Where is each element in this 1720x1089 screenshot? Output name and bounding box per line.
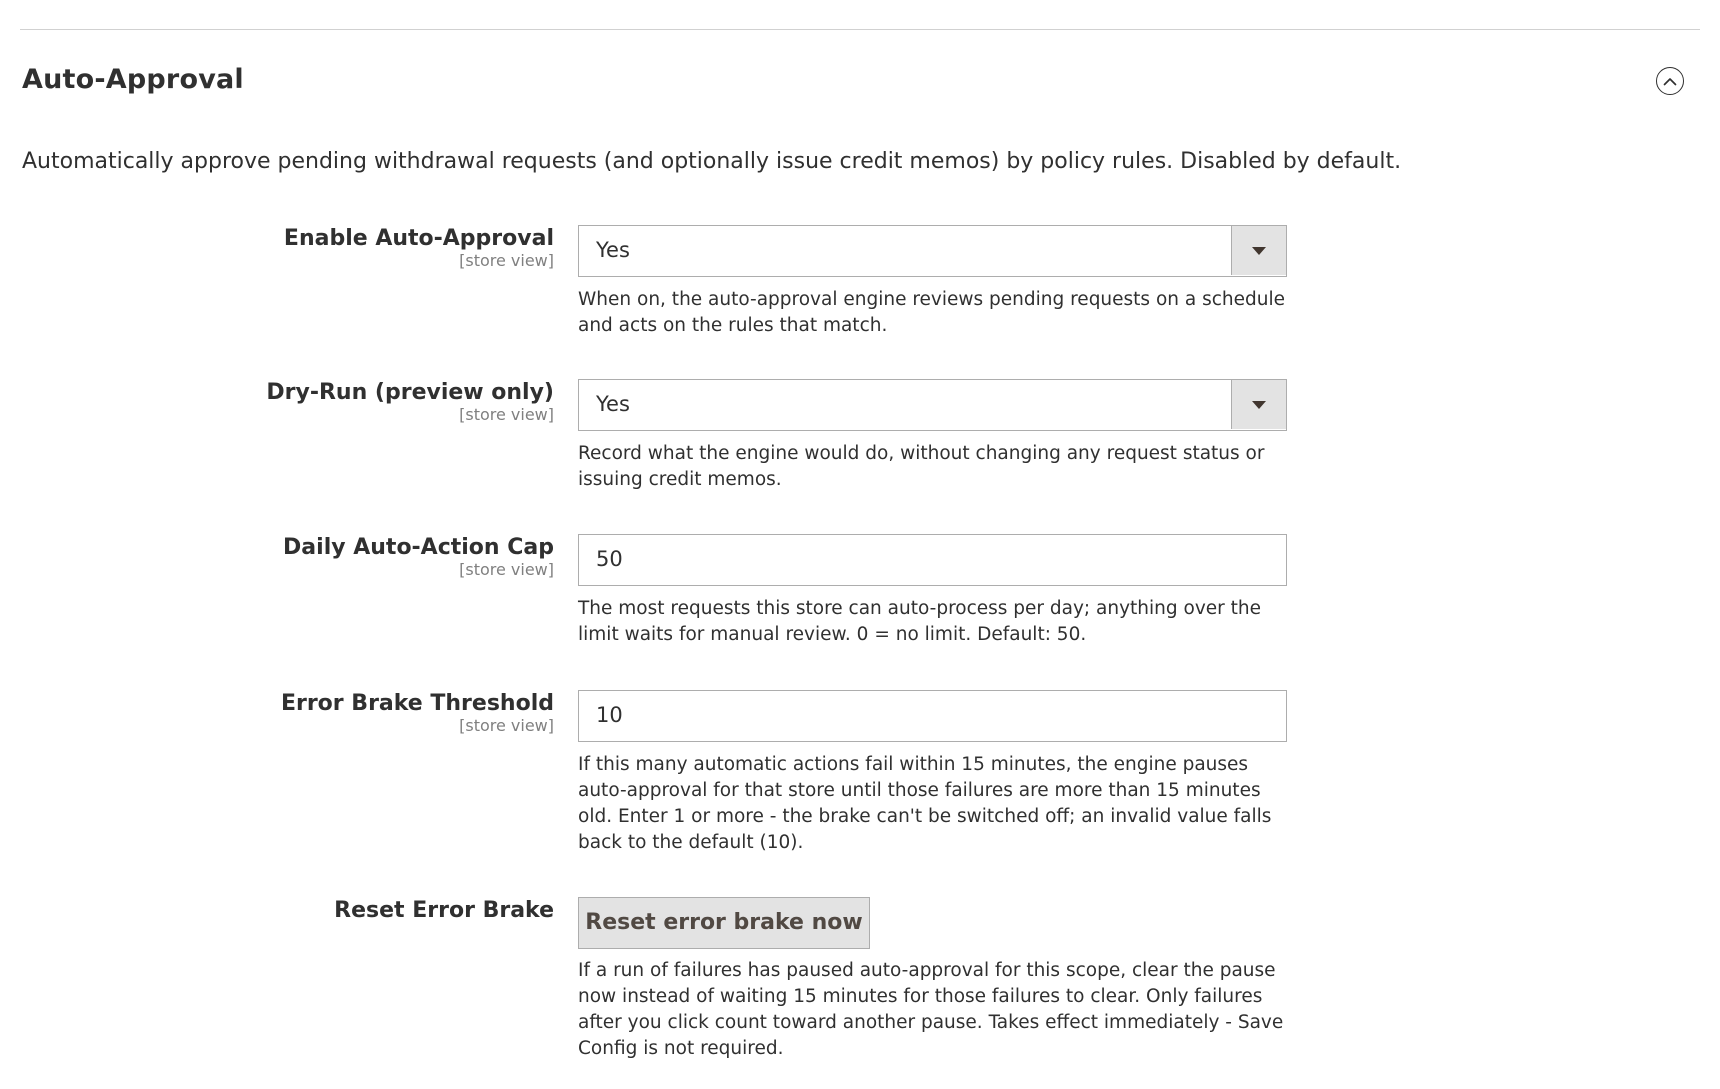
field-label-group xyxy=(281,689,554,735)
field-label: Error Brake Threshold xyxy=(280,691,554,716)
input-value: 10 xyxy=(596,703,623,727)
field-note: If a run of failures has paused auto-approval for this scope, clear the pause now instead of waiting 15 minutes for those failures to clear. Only failures after you click count toward another pause. Takes effect immediately - Save Config is not required. xyxy=(578,960,1284,1059)
dry-run-select[interactable] xyxy=(578,379,1287,431)
scope-label: [store view] xyxy=(459,405,554,424)
scope-label: [store view] xyxy=(459,560,554,579)
reset-error-brake-button[interactable]: Reset error brake now xyxy=(578,897,870,949)
enable-auto-approval-select[interactable] xyxy=(578,225,1287,277)
field-label: Daily Auto-Action Cap xyxy=(283,535,554,560)
field-label-group xyxy=(284,224,554,270)
field-note: When on, the auto-approval engine reviews pending requests on a schedule and acts on the rules that match. xyxy=(578,289,1286,336)
field-note: The most requests this store can auto-process per day; anything over the limit waits for manual review. 0 = no limit. Default: 50. xyxy=(578,598,1262,645)
chevron-down-icon xyxy=(1252,401,1266,409)
field-label-group xyxy=(283,533,554,579)
field-label: Reset Error Brake xyxy=(334,898,554,923)
scope-label: [store view] xyxy=(459,716,554,735)
field-note: If this many automatic actions fail within 15 minutes, the engine pauses auto-approval for that store until those failures are more than 15 minutes old. Enter 1 or more - the brake can't be switched off; an invalid value falls back to the default (10). xyxy=(578,754,1272,853)
select-dropdown-toggle[interactable] xyxy=(1231,380,1286,429)
select-value: Yes xyxy=(596,392,630,416)
collapse-toggle-button[interactable] xyxy=(1656,67,1684,95)
select-dropdown-toggle[interactable] xyxy=(1231,226,1286,275)
daily-cap-input[interactable] xyxy=(578,534,1287,586)
field-label: Enable Auto-Approval xyxy=(283,226,554,251)
error-brake-threshold-input[interactable] xyxy=(578,690,1287,742)
select-value: Yes xyxy=(596,238,630,262)
scope-label: [store view] xyxy=(459,251,554,270)
section-title[interactable]: Auto-Approval xyxy=(22,64,244,95)
input-value: 50 xyxy=(596,547,623,571)
field-note: Record what the engine would do, without changing any request status or issuing credit memos. xyxy=(578,443,1265,490)
field-label-group xyxy=(334,896,554,926)
chevron-up-icon xyxy=(1663,77,1677,86)
section-divider xyxy=(20,29,1700,30)
section-description: Automatically approve pending withdrawal requests (and optionally issue credit memos) by policy rules. Disabled by default. xyxy=(22,149,1402,174)
field-label-group xyxy=(266,378,554,424)
field-label: Dry-Run (preview only) xyxy=(266,380,554,405)
chevron-down-icon xyxy=(1252,247,1266,255)
